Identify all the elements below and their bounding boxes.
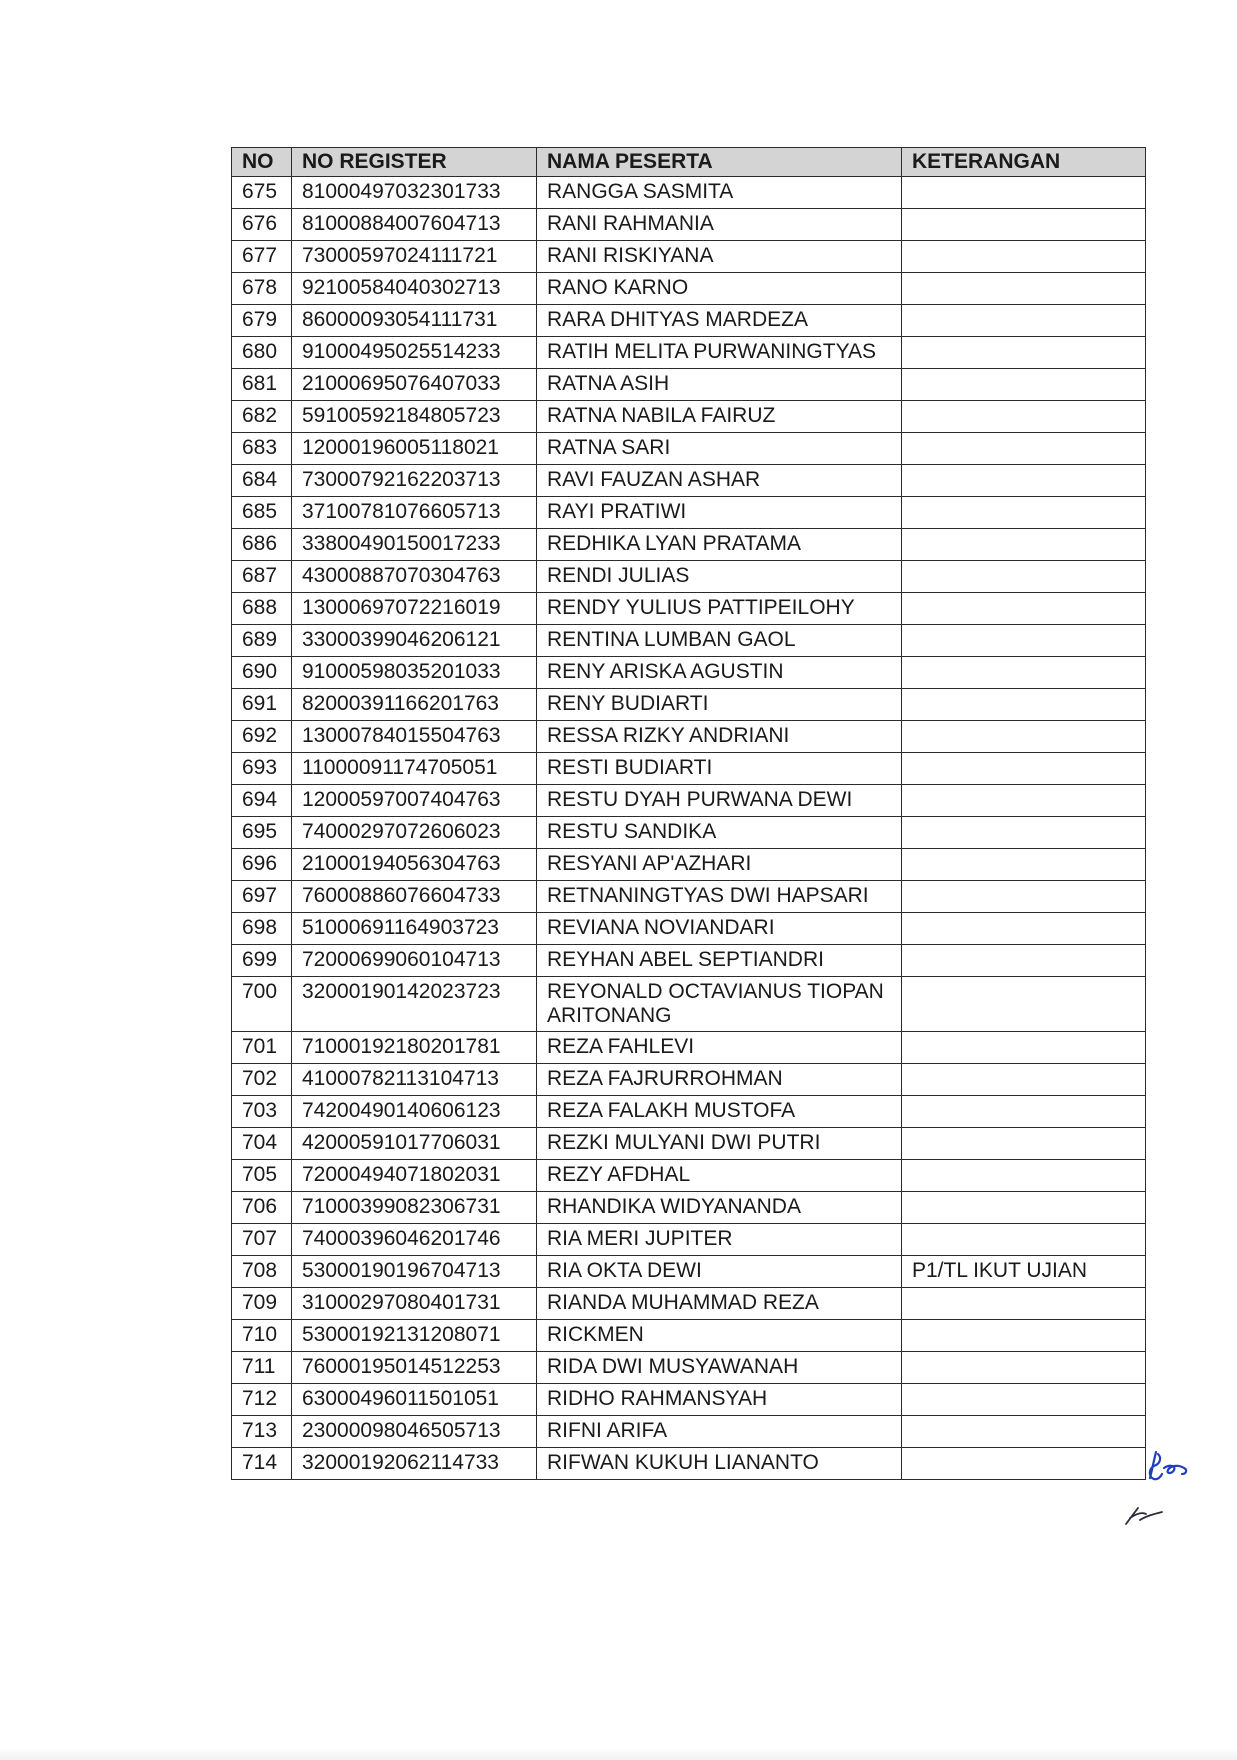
table-row	[232, 945, 1146, 977]
table-row	[232, 273, 1146, 305]
cell-keterangan	[902, 273, 1146, 305]
cell-keterangan	[902, 337, 1146, 369]
cell-keterangan	[902, 465, 1146, 497]
cell-keterangan	[902, 561, 1146, 593]
cell-nama: REZY AFDHAL	[537, 1160, 902, 1192]
cell-nama: RIA OKTA DEWI	[537, 1256, 902, 1288]
table-row	[232, 1160, 1146, 1192]
cell-no: 689	[232, 625, 292, 657]
cell-no: 702	[232, 1064, 292, 1096]
cell-nama: RENDI JULIAS	[537, 561, 902, 593]
cell-keterangan	[902, 1192, 1146, 1224]
cell-register: 13000697072216019	[292, 593, 537, 625]
cell-nama: RANI RAHMANIA	[537, 209, 902, 241]
table-row	[232, 561, 1146, 593]
cell-nama: REZA FALAKH MUSTOFA	[537, 1096, 902, 1128]
header-keterangan: KETERANGAN	[902, 148, 1146, 177]
cell-register: 33800490150017233	[292, 529, 537, 561]
cell-no: 699	[232, 945, 292, 977]
cell-nama: RESTU SANDIKA	[537, 817, 902, 849]
cell-no: 690	[232, 657, 292, 689]
cell-no: 691	[232, 689, 292, 721]
cell-keterangan	[902, 433, 1146, 465]
table-row	[232, 177, 1146, 209]
cell-no: 701	[232, 1032, 292, 1064]
cell-no: 712	[232, 1384, 292, 1416]
initials-signature-dark	[1124, 1500, 1164, 1526]
cell-nama: RIDA DWI MUSYAWANAH	[537, 1352, 902, 1384]
cell-nama: RIANDA MUHAMMAD REZA	[537, 1288, 902, 1320]
table-row	[232, 1320, 1146, 1352]
cell-keterangan	[902, 1128, 1146, 1160]
table-row	[232, 1224, 1146, 1256]
table-row	[232, 1416, 1146, 1448]
table-row	[232, 1448, 1146, 1480]
header-register: NO REGISTER	[292, 148, 537, 177]
cell-keterangan	[902, 1352, 1146, 1384]
table-row	[232, 1096, 1146, 1128]
cell-register: 12000196005118021	[292, 433, 537, 465]
cell-keterangan	[902, 497, 1146, 529]
cell-register: 86000093054111731	[292, 305, 537, 337]
cell-register: 81000497032301733	[292, 177, 537, 209]
cell-register: 42000591017706031	[292, 1128, 537, 1160]
cell-no: 696	[232, 849, 292, 881]
cell-register: 92100584040302713	[292, 273, 537, 305]
cell-register: 41000782113104713	[292, 1064, 537, 1096]
cell-no: 686	[232, 529, 292, 561]
cell-no: 695	[232, 817, 292, 849]
cell-no: 698	[232, 913, 292, 945]
table-row	[232, 817, 1146, 849]
cell-no: 694	[232, 785, 292, 817]
cell-register: 73000597024111721	[292, 241, 537, 273]
cell-keterangan	[902, 689, 1146, 721]
table-row	[232, 913, 1146, 945]
cell-keterangan	[902, 881, 1146, 913]
table-row	[232, 209, 1146, 241]
cell-register: 13000784015504763	[292, 721, 537, 753]
cell-keterangan	[902, 817, 1146, 849]
cell-keterangan: P1/TL IKUT UJIAN	[902, 1256, 1146, 1288]
cell-register: 51000691164903723	[292, 913, 537, 945]
table-row	[232, 1192, 1146, 1224]
cell-keterangan	[902, 721, 1146, 753]
cell-nama: RENDY YULIUS PATTIPEILOHY	[537, 593, 902, 625]
table-row	[232, 305, 1146, 337]
cell-keterangan	[902, 785, 1146, 817]
cell-no: 703	[232, 1096, 292, 1128]
table-row	[232, 881, 1146, 913]
cell-no: 706	[232, 1192, 292, 1224]
cell-keterangan	[902, 625, 1146, 657]
cell-no: 708	[232, 1256, 292, 1288]
cell-no: 711	[232, 1352, 292, 1384]
cell-nama: RESYANI AP'AZHARI	[537, 849, 902, 881]
cell-register: 43000887070304763	[292, 561, 537, 593]
cell-no: 705	[232, 1160, 292, 1192]
cell-keterangan	[902, 913, 1146, 945]
cell-no: 692	[232, 721, 292, 753]
cell-nama: RENTINA LUMBAN GAOL	[537, 625, 902, 657]
cell-register: 32000190142023723	[292, 977, 537, 1032]
table-row	[232, 785, 1146, 817]
cell-nama: RIA MERI JUPITER	[537, 1224, 902, 1256]
table-row	[232, 593, 1146, 625]
cell-nama: REZKI MULYANI DWI PUTRI	[537, 1128, 902, 1160]
cell-no: 682	[232, 401, 292, 433]
cell-keterangan	[902, 241, 1146, 273]
cell-no: 680	[232, 337, 292, 369]
cell-keterangan	[902, 1064, 1146, 1096]
cell-no: 683	[232, 433, 292, 465]
cell-keterangan	[902, 1448, 1146, 1480]
table-row	[232, 849, 1146, 881]
table-row	[232, 689, 1146, 721]
cell-nama: RESSA RIZKY ANDRIANI	[537, 721, 902, 753]
cell-keterangan	[902, 657, 1146, 689]
table-row	[232, 1032, 1146, 1064]
cell-nama: RAYI PRATIWI	[537, 497, 902, 529]
cell-nama: RHANDIKA WIDYANANDA	[537, 1192, 902, 1224]
cell-nama: RIDHO RAHMANSYAH	[537, 1384, 902, 1416]
cell-no: 714	[232, 1448, 292, 1480]
table-row	[232, 369, 1146, 401]
cell-no: 709	[232, 1288, 292, 1320]
initials-signature-blue	[1146, 1448, 1192, 1484]
cell-keterangan	[902, 529, 1146, 561]
cell-no: 700	[232, 977, 292, 1032]
cell-register: 12000597007404763	[292, 785, 537, 817]
cell-no: 713	[232, 1416, 292, 1448]
table-row	[232, 753, 1146, 785]
cell-no: 693	[232, 753, 292, 785]
cell-no: 681	[232, 369, 292, 401]
cell-keterangan	[902, 1384, 1146, 1416]
cell-nama: REDHIKA LYAN PRATAMA	[537, 529, 902, 561]
cell-nama: REYONALD OCTAVIANUS TIOPAN ARITONANG	[537, 977, 902, 1032]
cell-nama: RANI RISKIYANA	[537, 241, 902, 273]
cell-keterangan	[902, 305, 1146, 337]
cell-register: 33000399046206121	[292, 625, 537, 657]
cell-register: 74200490140606123	[292, 1096, 537, 1128]
cell-nama: RENY BUDIARTI	[537, 689, 902, 721]
cell-keterangan	[902, 369, 1146, 401]
table-row	[232, 1256, 1146, 1288]
table-row	[232, 401, 1146, 433]
cell-nama: RANO KARNO	[537, 273, 902, 305]
cell-nama: RIFWAN KUKUH LIANANTO	[537, 1448, 902, 1480]
cell-register: 72000699060104713	[292, 945, 537, 977]
cell-register: 37100781076605713	[292, 497, 537, 529]
cell-no: 704	[232, 1128, 292, 1160]
table-row	[232, 529, 1146, 561]
cell-nama: RATNA NABILA FAIRUZ	[537, 401, 902, 433]
table-row	[232, 977, 1146, 1032]
cell-register: 21000695076407033	[292, 369, 537, 401]
cell-no: 678	[232, 273, 292, 305]
header-nama: NAMA PESERTA	[537, 148, 902, 177]
cell-keterangan	[902, 945, 1146, 977]
cell-keterangan	[902, 977, 1146, 1032]
table-row	[232, 433, 1146, 465]
scan-edge-shadow	[0, 1748, 1237, 1760]
cell-register: 59100592184805723	[292, 401, 537, 433]
cell-no: 685	[232, 497, 292, 529]
cell-register: 76000886076604733	[292, 881, 537, 913]
cell-keterangan	[902, 1224, 1146, 1256]
cell-no: 697	[232, 881, 292, 913]
table-row	[232, 657, 1146, 689]
cell-no: 677	[232, 241, 292, 273]
cell-nama: REYHAN ABEL SEPTIANDRI	[537, 945, 902, 977]
table-row	[232, 465, 1146, 497]
table-row	[232, 1288, 1146, 1320]
cell-keterangan	[902, 401, 1146, 433]
cell-register: 72000494071802031	[292, 1160, 537, 1192]
cell-keterangan	[902, 593, 1146, 625]
cell-keterangan	[902, 1032, 1146, 1064]
cell-no: 710	[232, 1320, 292, 1352]
table-row	[232, 721, 1146, 753]
cell-nama: RESTU DYAH PURWANA DEWI	[537, 785, 902, 817]
cell-register: 74000396046201746	[292, 1224, 537, 1256]
table-body	[232, 177, 1146, 1480]
cell-no: 688	[232, 593, 292, 625]
cell-nama: REZA FAJRURROHMAN	[537, 1064, 902, 1096]
cell-register: 76000195014512253	[292, 1352, 537, 1384]
cell-register: 71000399082306731	[292, 1192, 537, 1224]
header-no: NO	[232, 148, 292, 177]
cell-register: 31000297080401731	[292, 1288, 537, 1320]
cell-nama: RESTI BUDIARTI	[537, 753, 902, 785]
cell-nama: RICKMEN	[537, 1320, 902, 1352]
cell-nama: REZA FAHLEVI	[537, 1032, 902, 1064]
cell-no: 676	[232, 209, 292, 241]
cell-keterangan	[902, 209, 1146, 241]
cell-nama: REVIANA NOVIANDARI	[537, 913, 902, 945]
cell-nama: RETNANINGTYAS DWI HAPSARI	[537, 881, 902, 913]
cell-register: 73000792162203713	[292, 465, 537, 497]
cell-keterangan	[902, 177, 1146, 209]
cell-nama: RATNA ASIH	[537, 369, 902, 401]
cell-no: 679	[232, 305, 292, 337]
cell-register: 91000495025514233	[292, 337, 537, 369]
table-row	[232, 241, 1146, 273]
cell-nama: RATNA SARI	[537, 433, 902, 465]
cell-keterangan	[902, 1160, 1146, 1192]
cell-no: 675	[232, 177, 292, 209]
cell-nama: RATIH MELITA PURWANINGTYAS	[537, 337, 902, 369]
cell-keterangan	[902, 1416, 1146, 1448]
cell-register: 81000884007604713	[292, 209, 537, 241]
cell-keterangan	[902, 849, 1146, 881]
cell-register: 32000192062114733	[292, 1448, 537, 1480]
table-header-row	[232, 148, 1146, 177]
cell-nama: RAVI FAUZAN ASHAR	[537, 465, 902, 497]
table-row	[232, 1352, 1146, 1384]
participant-table	[231, 147, 1146, 1480]
cell-keterangan	[902, 1288, 1146, 1320]
cell-register: 53000192131208071	[292, 1320, 537, 1352]
cell-keterangan	[902, 753, 1146, 785]
table-row	[232, 497, 1146, 529]
cell-register: 71000192180201781	[292, 1032, 537, 1064]
cell-keterangan	[902, 1320, 1146, 1352]
table-row	[232, 625, 1146, 657]
cell-no: 707	[232, 1224, 292, 1256]
cell-register: 53000190196704713	[292, 1256, 537, 1288]
cell-nama: RIFNI ARIFA	[537, 1416, 902, 1448]
cell-nama: RENY ARISKA AGUSTIN	[537, 657, 902, 689]
table-row	[232, 1384, 1146, 1416]
cell-register: 23000098046505713	[292, 1416, 537, 1448]
cell-no: 684	[232, 465, 292, 497]
cell-register: 82000391166201763	[292, 689, 537, 721]
cell-keterangan	[902, 1096, 1146, 1128]
cell-register: 11000091174705051	[292, 753, 537, 785]
cell-no: 687	[232, 561, 292, 593]
cell-register: 74000297072606023	[292, 817, 537, 849]
table-row	[232, 337, 1146, 369]
cell-register: 63000496011501051	[292, 1384, 537, 1416]
cell-nama: RARA DHITYAS MARDEZA	[537, 305, 902, 337]
cell-register: 91000598035201033	[292, 657, 537, 689]
cell-register: 21000194056304763	[292, 849, 537, 881]
table-row	[232, 1128, 1146, 1160]
cell-nama: RANGGA SASMITA	[537, 177, 902, 209]
table-row	[232, 1064, 1146, 1096]
